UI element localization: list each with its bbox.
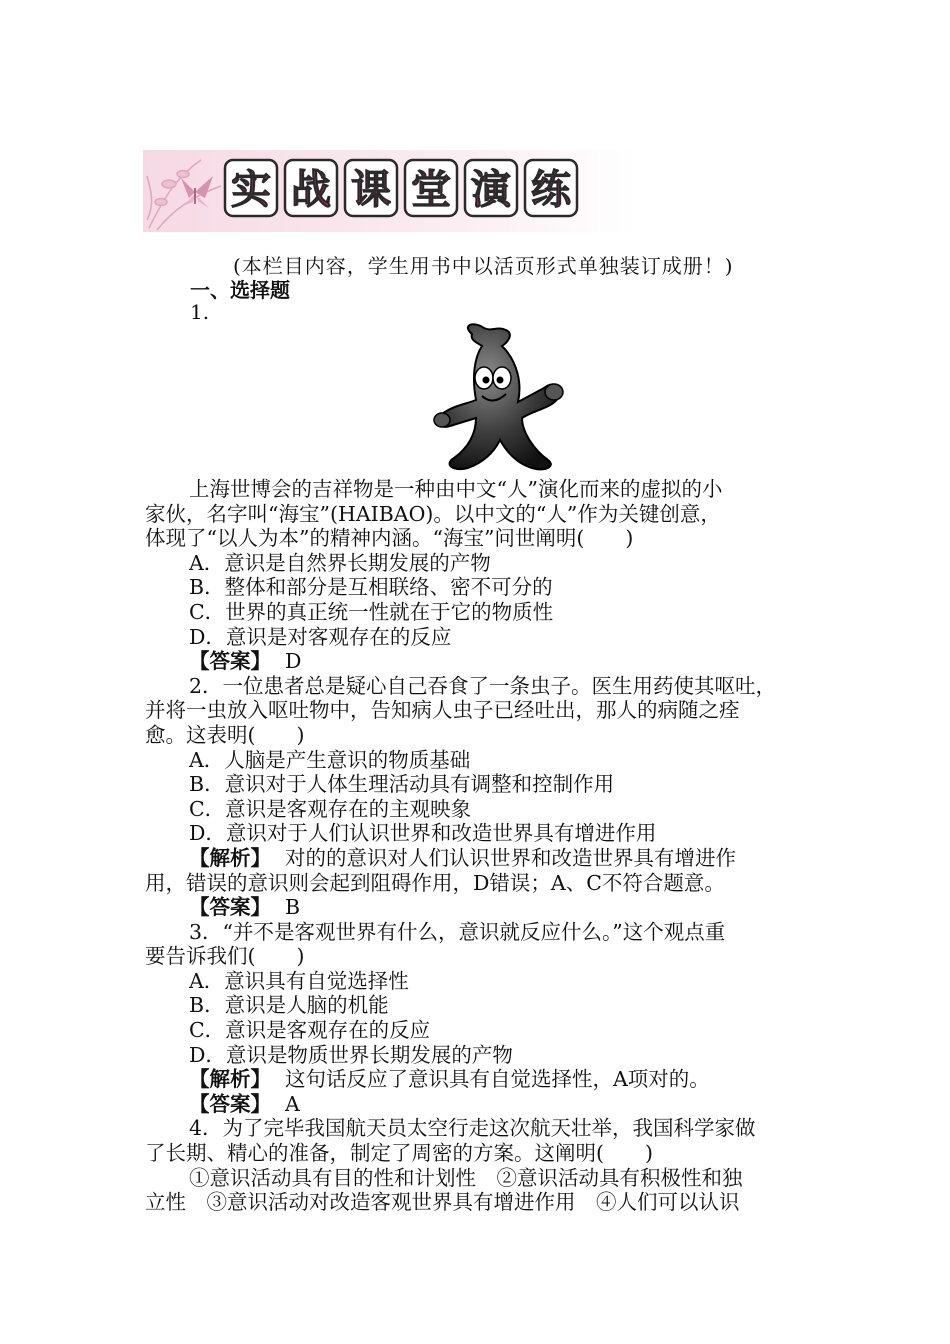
banner-graphic <box>143 150 635 232</box>
question-3-option-c: C．意识是客观存在的反应 <box>189 1018 431 1043</box>
question-2-option-c: C．意识是客观存在的主观映象 <box>189 796 472 821</box>
question-4-stem-line: 了长期、精心的准备，制定了周密的方案。这阐明( ) <box>145 1141 653 1166</box>
question-3-option-a: A．意识具有自觉选择性 <box>189 968 409 993</box>
question-1-option-c: C．世界的真正统一性就在于它的物质性 <box>189 599 554 624</box>
answer-label: 【答案】 <box>189 895 271 920</box>
binding-note: (本栏目内容，学生用书中以活页形式单独装订成册！) <box>233 254 734 278</box>
answer-value: B <box>285 895 301 920</box>
question-2-analysis <box>145 846 810 871</box>
question-1-option-a: A．意识是自然界长期发展的产物 <box>189 550 491 575</box>
question-3-option-d: D．意识是物质世界长期发展的产物 <box>189 1042 513 1067</box>
question-2-stem-line: 并将一虫放入呕吐物中，告知病人虫子已经吐出，那人的病随之痊 <box>145 698 740 723</box>
banner-char: 实 <box>231 167 271 213</box>
banner-char: 堂 <box>411 167 451 213</box>
banner-char: 练 <box>531 167 571 213</box>
question-4-stem-line: 4．为了完毕我国航天员太空行走这次航天壮举，我国科学家做 <box>189 1116 756 1141</box>
section-title: 一、选择题 <box>190 278 290 302</box>
question-1-option-d: D．意识是对客观存在的反应 <box>189 624 452 649</box>
question-2-stem-line: 愈。这表明( ) <box>145 722 305 747</box>
analysis-label: 【解析】 <box>189 845 271 870</box>
question-2-option-d: D．意识对于人们认识世界和改造世界具有增进作用 <box>189 821 657 846</box>
answer-value: D <box>285 649 302 674</box>
section-banner <box>143 150 635 232</box>
answer-label: 【答案】 <box>189 1091 271 1116</box>
question-1-stem-line: 上海世博会的吉祥物是一种由中文“人”演化而来的虚拟的小 <box>189 477 723 501</box>
question-3-stem-line: 要告诉我们( ) <box>145 944 305 969</box>
question-3-answer-row <box>145 1092 810 1117</box>
answer-label: 【答案】 <box>189 649 271 674</box>
analysis-text: 对的的意识对人们认识世界和改造世界具有增进作 <box>285 845 736 870</box>
question-1-stem-line: 家伙，名字叫“海宝”(HAIBAO)。以中文的“人”作为关键创意， <box>145 501 721 526</box>
banner-char: 战 <box>291 167 331 213</box>
question-4-option-line: 立性 ③意识活动对改造客观世界具有增进作用 ④人们可以认识 <box>145 1190 740 1215</box>
question-2-answer-row <box>145 895 810 920</box>
analysis-text: 这句话反应了意识具有自觉选择性，A项对的。 <box>285 1067 710 1092</box>
analysis-label: 【解析】 <box>189 1067 271 1092</box>
question-1-number: 1. <box>190 300 210 324</box>
banner-char: 课 <box>351 167 391 213</box>
question-1-option-b: B．整体和部分是互相联络、密不可分的 <box>189 575 553 600</box>
question-2-option-b: B．意识对于人体生理活动具有调整和控制作用 <box>189 772 615 797</box>
question-3-stem-line: 3．“并不是客观世界有什么，意识就反应什么。”这个观点重 <box>189 919 726 944</box>
question-3-analysis <box>145 1067 810 1092</box>
answer-value: A <box>285 1091 300 1116</box>
question-1-answer-row <box>145 649 810 674</box>
question-3-option-b: B．意识是人脑的机能 <box>189 993 389 1018</box>
question-2-option-a: A．人脑是产生意识的物质基础 <box>189 747 471 772</box>
question-4-option-line: ①意识活动具有目的性和计划性 ②意识活动具有积极性和独 <box>189 1165 743 1190</box>
question-1-stem-line: 体现了“以人为本”的精神内涵。“海宝”问世阐明( ) <box>145 526 634 551</box>
question-2-stem-line: 2．一位患者总是疑心自己吞食了一条虫子。医生用药使其呕吐， <box>189 673 777 698</box>
question-2-analysis-line: 用，错误的意识则会起到阻碍作用，D错误；A、C不符合题意。 <box>145 870 725 895</box>
haibao-mascot-image <box>422 322 572 472</box>
banner-char: 演 <box>471 167 511 213</box>
question-list <box>145 477 810 1215</box>
